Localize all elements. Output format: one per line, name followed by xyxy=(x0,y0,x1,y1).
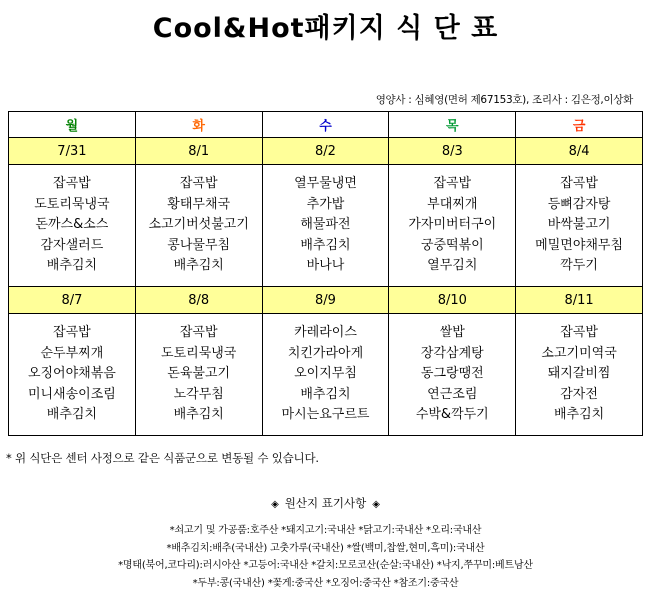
menu-item: 도토리묵냉국 xyxy=(161,345,237,361)
menu-item: 배추김치 xyxy=(300,386,351,402)
menu-item: 배추김치 xyxy=(46,258,98,274)
menu-item: 소고기미역국 xyxy=(541,345,617,361)
menu-item: 오징어야채볶음 xyxy=(27,366,116,382)
page-title: Cool&Hot패키지 식 단 표 xyxy=(152,13,499,44)
menu-item: 배추김치 xyxy=(300,237,351,253)
menu-item: 잡곡밥 xyxy=(560,176,598,192)
day-header-mon: 월 xyxy=(9,112,136,138)
menu-cell xyxy=(262,165,389,287)
change-notice: * 위 식단은 센터 사정으로 같은 식품군으로 변동될 수 있습니다. xyxy=(6,451,319,465)
menu-cell xyxy=(389,165,516,287)
origin-list xyxy=(0,522,651,592)
menu-item: 소고기버섯불고기 xyxy=(148,217,249,233)
menu-item: 콩나물무침 xyxy=(167,237,231,253)
date-cell: 8/9 xyxy=(262,287,389,314)
day-header-fri: 금 xyxy=(516,112,643,138)
origin-line: *쇠고기 및 가공품:호주산 *돼지고기:국내산 *닭고기:국내산 *오리:국내산 xyxy=(169,525,482,536)
menu-cell xyxy=(135,314,262,436)
day-header-wed: 수 xyxy=(262,112,389,138)
date-row-week1 xyxy=(9,138,643,165)
date-cell: 8/4 xyxy=(516,138,643,165)
menu-item: 등뼈감자탕 xyxy=(547,196,611,212)
menu-item: 돈육불고기 xyxy=(167,366,231,382)
menu-item: 장각삼계탕 xyxy=(420,345,484,361)
origin-line: *배추김치:배추(국내산) 고춧가루(국내산) *쌀(백미,찹쌀,현미,흑미):국내산 xyxy=(166,542,485,554)
menu-table xyxy=(8,111,643,436)
menu-item: 순두부찌개 xyxy=(40,345,104,361)
menu-item: 잡곡밥 xyxy=(560,325,598,341)
menu-item: 깍두기 xyxy=(560,258,598,274)
menu-item: 연근조림 xyxy=(427,386,478,402)
menu-item: 열무김치 xyxy=(427,258,478,274)
menu-item: 감자샐러드 xyxy=(40,237,104,253)
menu-cell xyxy=(135,165,262,287)
menu-item: 돈까스&소스 xyxy=(35,217,109,233)
menu-item: 바싹불고기 xyxy=(547,217,611,233)
menu-item: 잡곡밥 xyxy=(53,176,91,192)
date-cell: 8/3 xyxy=(389,138,516,165)
menu-cell xyxy=(516,165,643,287)
menu-item: 수박&깍두기 xyxy=(415,407,489,423)
menu-cell xyxy=(389,314,516,436)
menu-cell xyxy=(9,314,136,436)
menu-cell xyxy=(516,314,643,436)
menu-item: 추가밥 xyxy=(306,196,345,212)
menu-item: 카레라이스 xyxy=(294,325,357,341)
weekday-header-row xyxy=(9,112,643,138)
menu-item: 황태무채국 xyxy=(167,196,231,212)
menu-cell xyxy=(262,314,389,436)
menu-item: 가자미버터구이 xyxy=(408,217,497,233)
menu-row-week2 xyxy=(9,314,643,436)
menu-item: 동그랑땡전 xyxy=(420,366,484,382)
date-cell: 8/8 xyxy=(135,287,262,314)
menu-item: 바나나 xyxy=(306,258,345,274)
diamond-icon: ◈ xyxy=(372,499,380,510)
menu-item: 배추김치 xyxy=(173,258,224,274)
date-row-week2 xyxy=(9,287,643,314)
menu-item: 잡곡밥 xyxy=(179,176,218,192)
day-header-thu: 목 xyxy=(389,112,516,138)
menu-item: 도토리묵냉국 xyxy=(34,196,110,212)
date-cell: 8/7 xyxy=(9,287,136,314)
origin-line: *두부:콩(국내산) *꽃게:중국산 *오징어:중국산 *참조기:중국산 xyxy=(192,577,459,589)
diamond-icon: ◈ xyxy=(271,499,279,510)
menu-item: 오이지무침 xyxy=(294,366,357,382)
staff-info: 영양사 : 심혜영(면허 제67153호), 조리사 : 김은정,이상화 xyxy=(375,94,633,106)
menu-item: 쌀밥 xyxy=(439,325,465,341)
date-cell: 7/31 xyxy=(9,138,136,165)
menu-item: 노각무침 xyxy=(173,386,224,402)
origin-heading xyxy=(0,495,651,511)
menu-item: 배추김치 xyxy=(173,407,224,423)
origin-title-text: 원산지 표기사항 xyxy=(284,496,367,510)
menu-item: 해물파전 xyxy=(300,217,351,233)
menu-cell xyxy=(9,165,136,287)
menu-item: 열무물냉면 xyxy=(294,176,357,192)
menu-item: 감자전 xyxy=(560,386,598,402)
menu-item: 메밀면야채무침 xyxy=(535,237,624,253)
menu-item: 궁중떡볶이 xyxy=(420,237,484,253)
menu-item: 미니새송이조림 xyxy=(27,386,116,402)
date-cell: 8/11 xyxy=(516,287,643,314)
menu-row-week1 xyxy=(9,165,643,287)
date-cell: 8/2 xyxy=(262,138,389,165)
menu-item: 잡곡밥 xyxy=(53,325,91,341)
day-header-tue: 화 xyxy=(135,112,262,138)
menu-item: 치킨가라아게 xyxy=(287,345,364,361)
date-cell: 8/10 xyxy=(389,287,516,314)
menu-item: 마시는요구르트 xyxy=(281,407,370,423)
menu-item: 부대찌개 xyxy=(427,196,478,212)
menu-item: 배추김치 xyxy=(46,407,98,423)
menu-item: 돼지갈비찜 xyxy=(547,366,611,382)
origin-line: *명태(북어,코다리):러시아산 *고등어:국내산 *갈치:모로코산(순살:국내산) *낙지,쭈꾸미:베트남산 xyxy=(118,560,533,571)
menu-item: 잡곡밥 xyxy=(179,325,218,341)
date-cell: 8/1 xyxy=(135,138,262,165)
menu-item: 잡곡밥 xyxy=(433,176,472,192)
menu-item: 배추김치 xyxy=(553,407,605,423)
